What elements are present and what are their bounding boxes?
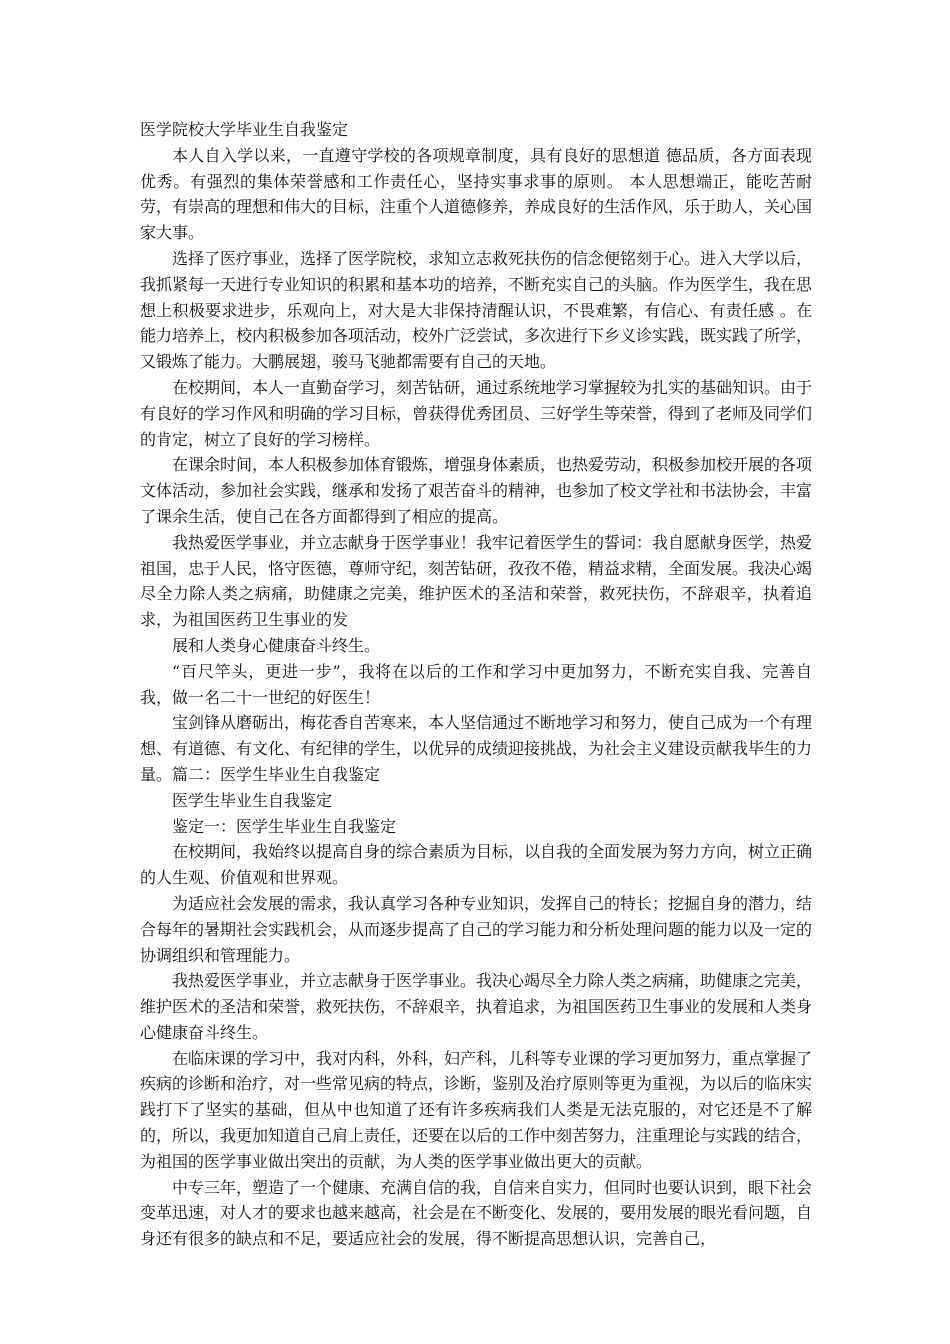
paragraph: 宝剑锋从磨砺出，梅花香自苦寒来，本人坚信通过不断地学习和努力，使自己成为一个有理想、有道德、有文化、有纪律的学生，以优异的成绩迎接挑战，为社会主义建设贡献我毕生的力量。篇二：医学生毕业生自我鉴定 bbox=[140, 713, 813, 784]
document-title: 医学院校大学毕业生自我鉴定 bbox=[140, 120, 349, 139]
paragraph: 我热爱医学事业，并立志献身于医学事业。我决心竭尽全力除人类之病痛，助健康之完美，维护医术的圣洁和荣誉，救死扶伤，不辞艰辛，执着追求，为祖国医药卫生事业的发展和人类身心健康奋斗终生。 bbox=[140, 971, 813, 1042]
paragraph: 选择了医疗事业，选择了医学院校，求知立志救死扶伤的信念便铭刻于心。进入大学以后，我抓紧每一天进行专业知识的积累和基本功的培养，不断充实自己的头脑。作为医学生，我在思想上积极要求进步，乐观向上，对大是大非保持清醒认识，不畏难繁，有信心、有责任感 。在能力培养上，校内积极参加各项活动，校外广泛尝试，多次进行下乡义诊实践，既实践了所学，又锻炼了能力。大鹏展翅，骏马飞驰都需要有自己的天地。 bbox=[140, 248, 813, 372]
paragraph: 在校期间，本人一直勤奋学习，刻苦钻研，通过系统地学习掌握较为扎实的基础知识。由于有良好的学习作风和明确的学习目标，曾获得优秀团员、三好学生等荣誉，得到了老师及同学们的肯定，树立了良好的学习榜样。 bbox=[140, 377, 813, 449]
paragraph: 在课余时间，本人积极参加体育锻炼，增强身体素质，也热爱劳动，积极参加校开展的各项文体活动，参加社会实践，继承和发扬了艰苦奋斗的精神，也参加了校文学社和书法协会，丰富了课余生活，使自己在各方面都得到了相应的提高。 bbox=[140, 455, 813, 526]
subsection-heading: 鉴定一：医学生毕业生自我鉴定 bbox=[172, 816, 397, 836]
paragraph: 展和人类身心健康奋斗终生。 bbox=[172, 635, 381, 655]
paragraph: 在临床课的学习中，我对内科，外科，妇产科，儿科等专业课的学习更加努力，重点掌握了疾病的诊断和治疗，对一些常见病的特点，诊断，鉴别及治疗原则等更为重视，为以后的临床实践打下了坚实的基础，但从中也知道了还有许多疾病我们人类是无法克服的，对它还是不了解的，所以，我更加知道自己肩上责任，还要在以后的工作中刻苦努力，注重理论与实践的结合，为祖国的医学事业做出突出的贡献，为人类的医学事业做出更大的贡献。 bbox=[140, 1048, 813, 1171]
document-page bbox=[140, 117, 812, 1252]
paragraph: 中专三年，塑造了一个健康、充满自信的我，自信来自实力，但同时也要认识到，眼下社会变革迅速，对人才的要求也越来越高，社会是在不断变化、发展的，要用发展的眼光看问题，自身还有很多的缺点和不足，要适应社会的发展，得不断提高思想认识，完善自己， bbox=[140, 1177, 813, 1249]
paragraph: 为适应社会发展的需求，我认真学习各种专业知识，发挥自己的特长；挖掘自身的潜力，结合每年的暑期社会实践机会，从而逐步提高了自己的学习能力和分析处理问题的能力以及一定的协调组织和管理能力。 bbox=[140, 893, 813, 965]
paragraph: 我热爱医学事业，并立志献身于医学事业！我牢记着医学生的誓词：我自愿献身医学，热爱祖国，忠于人民，恪守医德，尊师守纪，刻苦钻研，孜孜不倦，精益求精，全面发展。我决心竭尽全力除人类之病痛，助健康之完美，维护医术的圣洁和荣誉，救死扶伤，不辞艰辛，执着追求，为祖国医药卫生事业的发 bbox=[140, 532, 813, 630]
paragraph: “百尺竿头，更进一步”，我将在以后的工作和学习中更加努力，不断充实自我、完善自我，做一名二十一世纪的好医生！ bbox=[140, 661, 812, 707]
section-heading: 医学生毕业生自我鉴定 bbox=[172, 790, 333, 810]
paragraph: 本人自入学以来，一直遵守学校的各项规章制度，具有良好的思想道 德品质，各方面表现优秀。有强烈的集体荣誉感和工作责任心，坚持实事求事的原则。 本人思想端正，能吃苦耐劳，有崇高的理想和伟大的目标，注重个人道德修养，养成良好的生活作风，乐于助人，关心国家大事。 bbox=[140, 145, 813, 243]
paragraph: 在校期间，我始终以提高自身的综合素质为目标，以自我的全面发展为努力方向，树立正确的人生观、价值观和世界观。 bbox=[140, 842, 813, 888]
